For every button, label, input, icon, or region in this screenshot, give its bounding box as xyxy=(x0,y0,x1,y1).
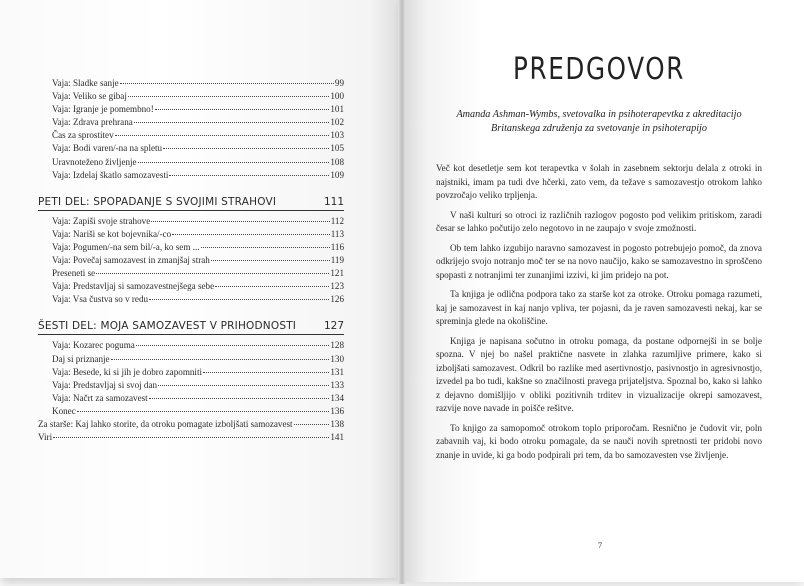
page-number: 7 xyxy=(597,540,603,550)
toc-entry xyxy=(38,254,344,267)
toc-leader-dots xyxy=(158,385,329,386)
toc-entry xyxy=(38,405,344,418)
toc-entry xyxy=(38,366,344,379)
toc-entry-page: 138 xyxy=(330,418,344,429)
toc-group-1 xyxy=(38,77,344,182)
toc-entry xyxy=(38,77,344,90)
preface-paragraph: Ob tem lahko izgubijo naravno samozavest in pogosto potrebujejo pomoč, da znova odkrijejo svojo notranjo moč ter se na novo naučijo, kako se samozavestno in sproščeno spopasti z notranjimi ter zunanjimi izzivi, ki jim pridejo na pot. xyxy=(436,242,762,280)
left-page xyxy=(0,0,402,578)
toc-section-rule xyxy=(276,210,322,211)
toc-entry xyxy=(38,90,344,103)
toc-entry xyxy=(38,129,344,142)
toc-entry-page: 134 xyxy=(330,392,344,403)
preface-paragraph: Ta knjiga je odlična podpora tako za starše kot za otroke. Otroku pomaga razumeti, kaj je samozavest in kaj nanjo vpliva, ter pojasni, da je raven samozavesti nekaj, kar se spreminja glede na okoliščine. xyxy=(436,289,762,326)
toc-entry-label: Vaja: Nariši se kot bojevnika/-co xyxy=(52,228,172,239)
toc-entry-label: Viri xyxy=(38,432,53,443)
toc-entry-page: 109 xyxy=(330,169,344,180)
toc-entry-page: 133 xyxy=(330,379,344,390)
preface-body xyxy=(436,162,762,468)
toc-entry-label: Vaja: Načrt za samozavest xyxy=(52,392,148,403)
toc-entry-page: 128 xyxy=(330,340,344,351)
toc-entry xyxy=(38,215,344,228)
toc-leader-dots xyxy=(211,260,330,261)
toc-section-title: ŠESTI DEL: MOJA SAMOZAVEST V PRIHODNOSTI xyxy=(38,320,296,335)
toc-entry-page: 121 xyxy=(330,268,344,279)
toc-entry-label: Vaja: Sladke sanje xyxy=(52,78,119,88)
toc-entry xyxy=(38,228,344,241)
toc-entry xyxy=(38,293,344,306)
toc-entry xyxy=(38,339,344,352)
toc-entry-page: 108 xyxy=(330,156,344,167)
toc-entry-label: Vaja: Kozarec poguma xyxy=(52,340,135,351)
toc-leader-dots xyxy=(134,122,330,123)
toc-group-3 xyxy=(38,339,344,444)
toc-entry-label: Uravnoteženo življenje xyxy=(52,156,137,167)
toc-entry-label: Vaja: Igranje je pomembno! xyxy=(52,104,154,115)
preface-paragraph: To knjigo za samopomoč otrokom toplo priporočam. Resnično je čudovit vir, poln zabavnih vaj, ki bodo otroku pomagale, da se nauči novih spretnosti ter pridobi novo znanje in uvide, ki ga bodo podpirali pri tem, da bo samozavesten vse življenje. xyxy=(436,422,762,460)
toc-section-rule xyxy=(296,334,322,335)
toc-entry-label: Vaja: Bodi varen/-na na spletu xyxy=(52,143,163,154)
toc-leader-dots xyxy=(53,437,329,438)
toc-entry-page: 119 xyxy=(330,255,344,266)
toc-leader-dots xyxy=(172,234,329,235)
toc-entry xyxy=(38,280,344,293)
toc-entry-label: Daj si priznanje xyxy=(52,353,110,364)
toc-entry-page: 102 xyxy=(330,117,344,128)
toc-leader-dots xyxy=(163,148,329,149)
toc-leader-dots xyxy=(203,372,329,373)
toc-entry-page: 130 xyxy=(330,353,344,364)
toc-section-6 xyxy=(38,315,344,335)
toc-leader-dots xyxy=(149,398,330,399)
toc-leader-dots xyxy=(120,83,334,84)
toc-entry xyxy=(38,267,344,280)
toc-entry-page: 116 xyxy=(330,241,344,252)
toc-entry xyxy=(38,142,344,155)
toc-entry-page: 112 xyxy=(330,215,344,226)
toc-group-2 xyxy=(38,215,344,307)
book-gutter xyxy=(398,0,406,584)
toc-leader-dots xyxy=(294,424,330,425)
toc-entry-label: Vaja: Predstavljaj si svoj dan xyxy=(52,379,158,390)
toc-entry-label: Vaja: Veliko se gibaj xyxy=(52,91,127,102)
toc-section-title: PETI DEL: SPOPADANJE S SVOJIMI STRAHOVI xyxy=(38,196,276,211)
toc-entry-label: Vaja: Zdrava prehrana xyxy=(52,117,133,128)
toc-entry xyxy=(38,103,344,116)
toc-entry-page: 131 xyxy=(330,366,344,377)
toc-leader-dots xyxy=(128,96,330,97)
toc-leader-dots xyxy=(96,273,329,274)
preface-paragraph: V naši kulturi so otroci iz različnih razlogov pogosto pod velikim pritiskom, zaradi česar se lahko počutijo zelo negotovo in ne zaupajo v svoje zmožnosti. xyxy=(436,209,762,233)
toc-entry-page: 113 xyxy=(330,228,344,239)
toc-leader-dots xyxy=(215,286,329,287)
toc-entry-label: Vaja: Besede, ki si jih je dobro zapomniti xyxy=(52,366,203,377)
toc-entry-page: 136 xyxy=(330,405,344,416)
toc-leader-dots xyxy=(115,135,330,136)
toc-entry-page: 123 xyxy=(330,281,344,292)
toc-leader-dots xyxy=(138,162,330,163)
toc-leader-dots xyxy=(136,345,330,346)
toc-leader-dots xyxy=(169,175,329,176)
toc-entry-label: Vaja: Pogumen/-na sem bil/-a, ko sem ... xyxy=(52,241,200,252)
toc-entry-label: Čas za sprostitev xyxy=(52,130,114,141)
toc-section-page: 127 xyxy=(322,320,344,335)
toc-entry xyxy=(38,156,344,169)
toc-entry xyxy=(38,431,344,444)
toc-entry-page: 126 xyxy=(330,294,344,305)
toc-entry-label: Vaja: Predstavljaj si samozavestnejšega sebe xyxy=(52,281,215,292)
toc-leader-dots xyxy=(77,411,330,412)
preface-paragraph: Več kot desetletje sem kot terapevtka v šolah in zasebnem sektorju delala z otroki in najstniki, imam pa tudi dve hčerki, zato vem, da težave s samozavestjo otrokom lahko povzročajo veliko trpljenja. xyxy=(436,163,762,200)
table-of-contents xyxy=(38,77,344,444)
toc-leader-dots xyxy=(201,247,330,248)
toc-leader-dots xyxy=(155,109,330,110)
toc-entry-page: 100 xyxy=(330,91,344,102)
toc-entry-page: 105 xyxy=(330,143,344,154)
toc-entry-label: Vaja: Vsa čustva so v redu xyxy=(52,294,149,305)
toc-leader-dots xyxy=(151,221,329,222)
toc-entry xyxy=(38,392,344,405)
toc-leader-dots xyxy=(111,359,330,360)
toc-entry-page: 103 xyxy=(330,130,344,141)
preface-title: PREDGOVOR xyxy=(512,52,686,87)
toc-entry xyxy=(38,241,344,254)
toc-entry-page: 141 xyxy=(330,432,344,443)
toc-entry xyxy=(38,418,344,431)
toc-entry-page: 99 xyxy=(334,78,344,88)
toc-entry-page: 101 xyxy=(330,104,344,115)
toc-entry-label: Konec xyxy=(52,405,76,416)
toc-entry-label: Vaja: Izdelaj škatlo samozavesti xyxy=(52,169,169,180)
toc-entry-label: Preseneti se xyxy=(52,268,96,279)
preface-paragraph: Knjiga je napisana sočutno in otroku pomaga, da postane odpornejši in se bolje spozna. V njej bo našel praktične nasvete in zlahka razumljive primere, kako si izboljšati samozavest. Odkril bo razlike med asertivnostjo, pasivnostjo in agresivnostjo, izvedel pa bo tudi, kakšne so značilnosti pravega prijateljstva. Spoznal bo, kako si lahko z dejavno domišljijo v obliki pozitivnih trditev in vizualizacije okrepi samozavest, razvije nove navade in poišče rešitve. xyxy=(436,335,762,413)
toc-entry xyxy=(38,379,344,392)
toc-section-5 xyxy=(38,191,344,211)
preface-byline: Amanda Ashman-Wymbs, svetovalka in psihoterapevtka z akreditacijo Britanskega združenja za svetovanje in psihoterapijo xyxy=(456,109,742,134)
toc-entry xyxy=(38,353,344,366)
toc-section-page: 111 xyxy=(322,196,344,211)
toc-entry-label: Vaja: Povečaj samozavest in zmanjšaj strah xyxy=(52,255,210,266)
toc-leader-dots xyxy=(149,299,329,300)
toc-entry xyxy=(38,116,344,129)
toc-entry xyxy=(38,169,344,182)
toc-entry-label: Za starše: Kaj lahko storite, da otroku pomagate izboljšati samozavest xyxy=(38,418,293,429)
toc-entry-label: Vaja: Zapiši svoje strahove xyxy=(52,215,151,226)
